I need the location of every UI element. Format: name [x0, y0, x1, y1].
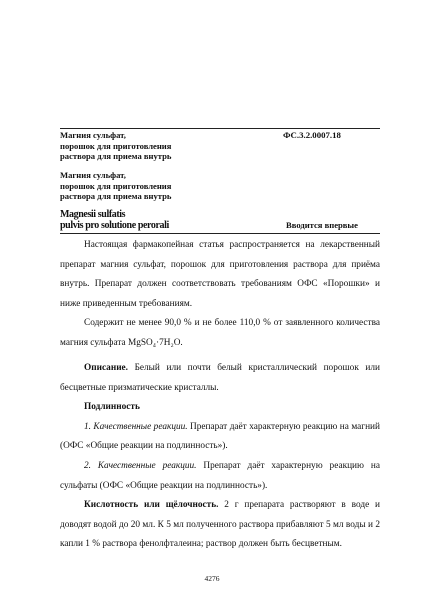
description-paragraph	[60, 359, 380, 398]
monograph-code: ФС.3.2.0007.18	[283, 130, 341, 140]
acidity-paragraph	[60, 496, 380, 555]
identity-test-2	[60, 457, 380, 496]
page-number: 4276	[204, 574, 220, 583]
acidity-text: 2 г препарата растворяют в воде и доводят водой до 20 мл. К 5 мл полученного раствора прибавляют 5 мл воды и 2 капли 1 % раствора фенолфталеина; раствор должен быть бесцветным.	[60, 500, 380, 550]
alt-title-line-1: Магния сульфат,	[60, 170, 126, 180]
title-line-2: порошок для приготовления	[60, 140, 172, 151]
identity-test-2-text: Препарат даёт характерную реакцию на сульфаты (ОФС «Общие реакции на подлинность»).	[60, 460, 380, 491]
alt-title-line-3: раствора для приема внутрь	[60, 191, 172, 202]
scope-paragraph: Настоящая фармакопейная статья распространяется на лекарственный препарат магния сульфат, порошок для приготовления раствора для приёма внутрь. Препарат должен соответствовать требованиям ОФС «Порошки» и ниже приведенным требованиям.	[60, 240, 380, 309]
latin-title	[60, 209, 260, 231]
alternate-title	[60, 170, 240, 202]
identity-test-2-label: 2. Качественные реакции.	[84, 460, 197, 471]
alt-title-line-2: порошок для приготовления	[60, 180, 172, 191]
description-label: Описание.	[84, 363, 128, 373]
identity-heading: Подлинность	[84, 402, 140, 413]
description-text: Белый или почти белый кристаллический порошок или бесцветные призматические кристаллы.	[60, 363, 380, 393]
identity-test-1-label: 1. Качественные реакции.	[84, 421, 188, 432]
document-title	[60, 130, 240, 162]
header-top-rule	[60, 128, 380, 129]
identity-test-1-text: Препарат даёт характерную реакцию на магний (ОФС «Общие реакции на подлинность»).	[60, 421, 380, 452]
latin-line-2: pulvis pro solutione perorali	[60, 220, 169, 231]
header-bottom-rule	[60, 233, 380, 234]
latin-line-1: Magnesii sulfatis	[60, 209, 126, 220]
title-line-1: Магния сульфат,	[60, 130, 126, 140]
specs-section	[60, 359, 380, 555]
content-paragraph: Содержит не менее 90,0 % и не более 110,0 % от заявленного количества магния сульфата MgSO₄·7H₂O.	[60, 318, 380, 348]
acidity-label: Кислотность или щёлочность.	[84, 500, 219, 511]
introduced-note: Вводится впервые	[286, 220, 358, 230]
title-line-3: раствора для приема внутрь	[60, 151, 172, 162]
scope-section	[60, 236, 380, 354]
identity-test-1	[60, 418, 380, 457]
